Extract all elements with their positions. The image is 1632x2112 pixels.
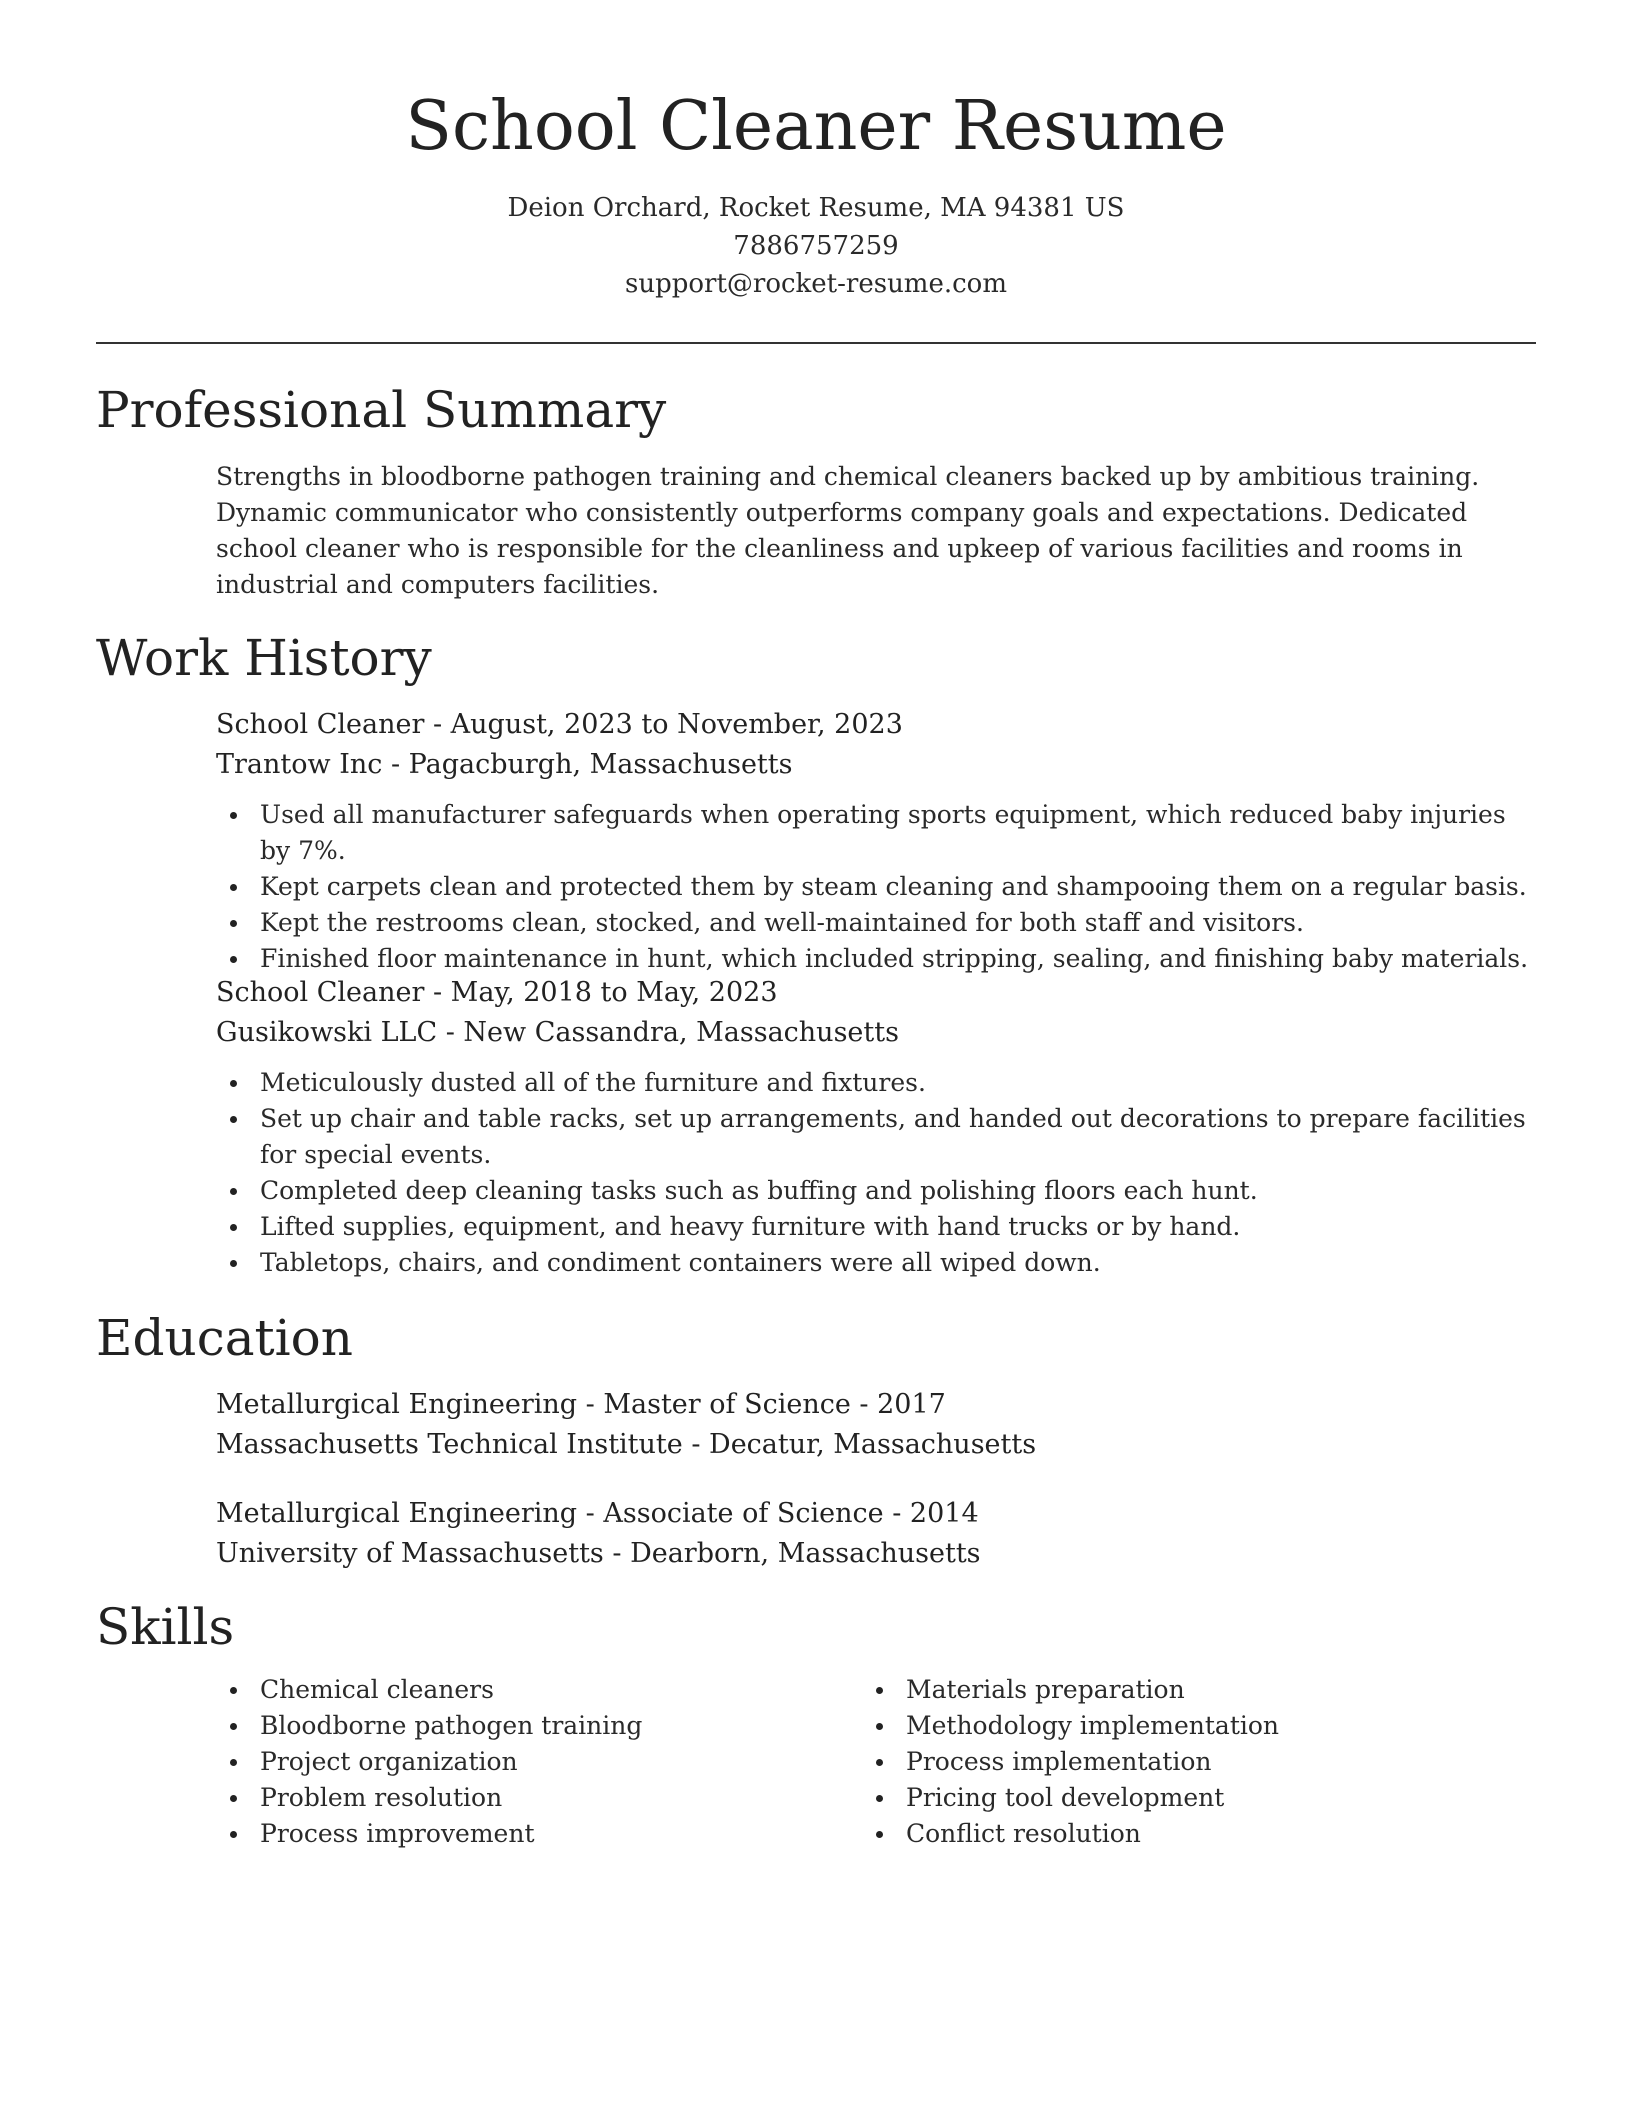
list-item: Set up chair and table racks, set up arrangements, and handed out decorations to prepare facilities for special events. [260,1101,1536,1173]
skill-item: Problem resolution [260,1780,642,1816]
list-item: Finished floor maintenance in hunt, which included stripping, sealing, and finishing baby materials. [260,941,1536,977]
list-item: Completed deep cleaning tasks such as buffing and polishing floors each hunt. [260,1173,1536,1209]
skill-item: Conflict resolution [906,1816,1279,1852]
job-entry [216,973,1536,1281]
skill-item: Process improvement [260,1816,642,1852]
degree-line: Metallurgical Engineering - Master of Science - 2017 [216,1389,946,1420]
contact-email: support@rocket-resume.com [624,269,1007,299]
school-location: - Decatur, Massachusetts [682,1429,1037,1460]
school-location: - Dearborn, Massachusetts [603,1538,981,1569]
education-entry [216,1494,1536,1574]
degree-line: Metallurgical Engineering - Associate of Science - 2014 [216,1498,979,1529]
header-divider [96,342,1536,344]
skill-item: Bloodborne pathogen training [260,1708,642,1744]
job-company-line: Gusikowski LLC - New Cassandra, Massachusetts [216,1017,899,1048]
contact-phone: 7886757259 [733,231,899,261]
summary-section [216,459,1536,603]
skills-section [216,1672,1536,1872]
school-name: University of Massachusetts [216,1538,604,1569]
school-line [216,1534,1536,1574]
job-title-line: School Cleaner - August, 2023 to November, 2023 [216,709,903,740]
school-line [216,1425,1536,1465]
job-company-line: Trantow Inc - Pagacburgh, Massachusetts [216,749,793,780]
list-item: Lifted supplies, equipment, and heavy furniture with hand trucks or by hand. [260,1209,1536,1245]
list-item: Meticulously dusted all of the furniture and fixtures. [260,1065,1536,1101]
skill-item: Project organization [260,1744,642,1780]
education-heading: Education [96,1309,353,1367]
list-item: Used all manufacturer safeguards when operating sports equipment, which reduced baby injuries by 7%. [260,797,1536,869]
school-name: Massachusetts Technical Institute [216,1429,683,1460]
work-history-heading: Work History [96,629,432,687]
resume-title: School Cleaner Resume [405,87,1227,166]
skill-item: Pricing tool development [906,1780,1279,1816]
skills-heading: Skills [96,1598,235,1656]
list-item: Kept carpets clean and protected them by steam cleaning and shampooing them on a regular basis. [260,869,1536,905]
education-entry [216,1385,1536,1465]
summary-text: Strengths in bloodborne pathogen training and chemical cleaners backed up by ambitious training. Dynamic communicator who consistently outperforms company goals and expectations. Dedicated school cleaner who is responsible for the cleanliness and upkeep of various facilities and rooms in industrial and computers facilities. [216,462,1480,599]
contact-address: Deion Orchard, Rocket Resume, MA 94381 US [507,193,1125,223]
skill-item: Methodology implementation [906,1708,1279,1744]
list-item: Tabletops, chairs, and condiment containers were all wiped down. [260,1245,1536,1281]
job-bullets [216,1065,1536,1281]
job-title-line: School Cleaner - May, 2018 to May, 2023 [216,977,778,1008]
skills-list-left [216,1672,642,1852]
skill-item: Chemical cleaners [260,1672,642,1708]
job-bullets [216,797,1536,977]
list-item: Kept the restrooms clean, stocked, and well-maintained for both staff and visitors. [260,905,1536,941]
summary-heading: Professional Summary [96,381,667,439]
skill-item: Process implementation [906,1744,1279,1780]
skills-list-right [862,1672,1279,1852]
skill-item: Materials preparation [906,1672,1279,1708]
job-entry [216,705,1536,977]
